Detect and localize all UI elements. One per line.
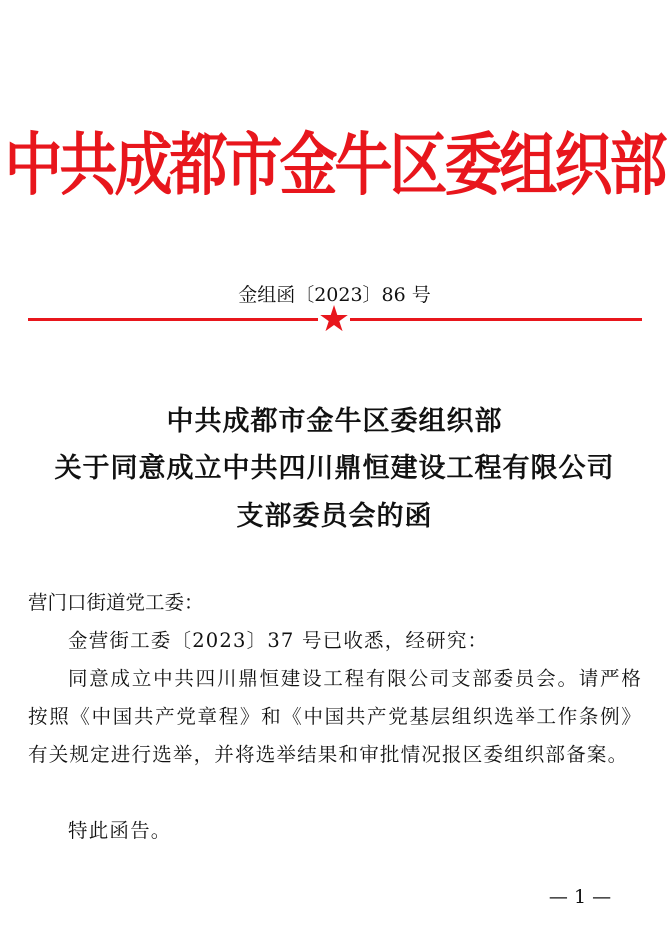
masthead-title: 中共成都市金牛区委组织部 xyxy=(4,124,665,206)
star-icon: ★ xyxy=(317,299,351,340)
document-number: 金组函〔2023〕86 号 xyxy=(238,284,431,306)
paragraph-acknowledgement: 金营街工委〔2023〕37 号已收悉，经研究： xyxy=(68,629,489,652)
red-separator-right xyxy=(350,318,642,321)
title-line-2: 关于同意成立中共四川鼎恒建设工程有限公司 xyxy=(54,453,615,484)
title-line-1: 中共成都市金牛区委组织部 xyxy=(166,406,503,437)
page-number: — 1 — xyxy=(548,886,612,908)
red-separator-left xyxy=(28,318,318,321)
paragraph-closing: 特此函告。 xyxy=(68,819,172,842)
paragraph-approval: 同意成立中共四川鼎恒建设工程有限公司支部委员会。请严格按照《中国共产党章程》和《中国共产党基层组织选举工作条例》有关规定进行选举，并将选举结果和审批情况报区委组织部备案。 xyxy=(28,667,642,766)
salutation: 营门口街道党工委： xyxy=(28,591,204,614)
title-line-3: 支部委员会的函 xyxy=(236,501,433,532)
